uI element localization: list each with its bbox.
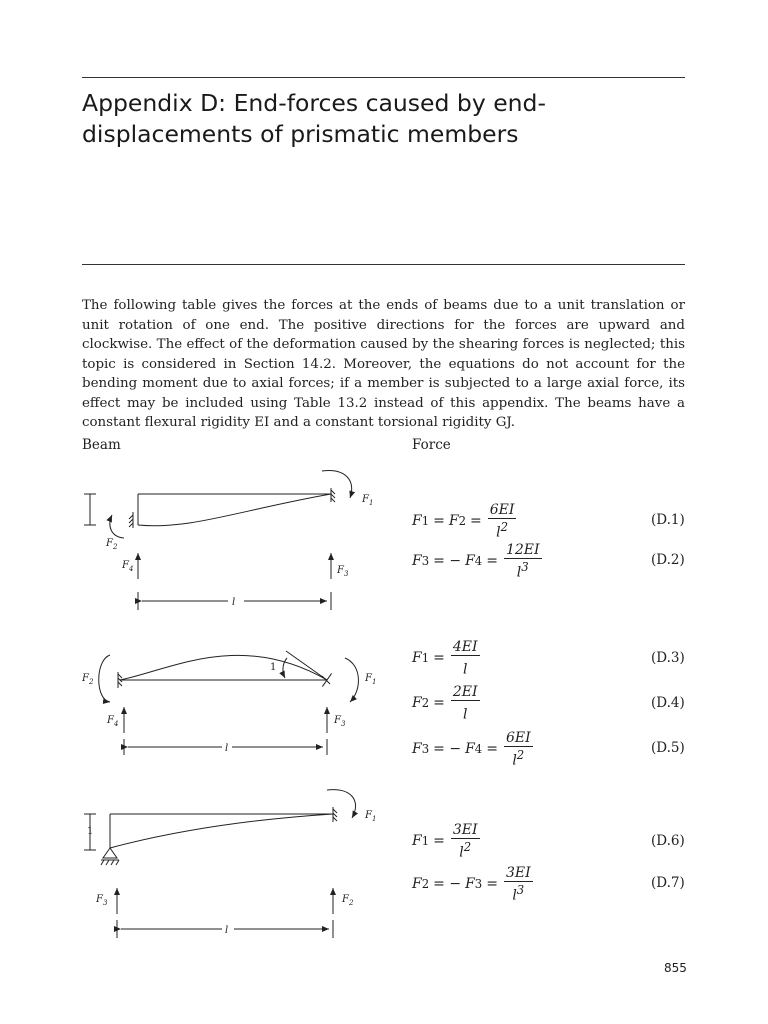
pin-support bbox=[101, 848, 119, 865]
svg-text:1: 1 bbox=[87, 826, 94, 837]
deflected-beam bbox=[138, 494, 331, 526]
svg-text:4: 4 bbox=[129, 565, 134, 573]
svg-text:2: 2 bbox=[349, 899, 354, 907]
svg-text:2: 2 bbox=[113, 543, 118, 551]
svg-text:F: F bbox=[365, 810, 372, 821]
equation-d7: F 2 = − F 3 = $\frac{3EI}{l^3}$ bbox=[412, 864, 531, 904]
moment-arrow-f2 bbox=[110, 515, 124, 538]
svg-text:1: 1 bbox=[372, 815, 377, 823]
equation-number-d2: (D.2) bbox=[651, 552, 685, 568]
svg-text:F: F bbox=[122, 560, 129, 571]
svg-text:F: F bbox=[334, 715, 341, 726]
figure-labels bbox=[81, 494, 376, 936]
svg-text:l: l bbox=[225, 925, 229, 936]
svg-text:F: F bbox=[362, 494, 369, 505]
equation-d1: F 1 = F 2 = $\frac{6EI}{l^2}$ bbox=[412, 501, 515, 541]
svg-text:l: l bbox=[225, 743, 229, 754]
equation-d2: F 3 = − F 4 = $\frac{12EI}{l^3}$ bbox=[412, 541, 540, 581]
svg-text:F: F bbox=[96, 894, 103, 905]
svg-text:1: 1 bbox=[372, 678, 377, 686]
svg-text:3: 3 bbox=[344, 570, 349, 578]
column-head-force: Force bbox=[412, 437, 451, 453]
equation-number-d7: (D.7) bbox=[651, 875, 685, 891]
beam-figure-3 bbox=[84, 790, 356, 938]
svg-text:3: 3 bbox=[103, 899, 108, 907]
svg-text:F: F bbox=[107, 715, 114, 726]
svg-text:4: 4 bbox=[114, 720, 119, 728]
svg-text:2: 2 bbox=[89, 678, 94, 686]
column-head-beam: Beam bbox=[82, 437, 121, 453]
svg-text:1: 1 bbox=[270, 662, 277, 673]
equation-d3: F 1 = $\frac{4EI}{l}$ bbox=[412, 638, 478, 678]
chapter-title: Appendix D: End-forces caused by end- displacements of prismatic members bbox=[82, 89, 546, 148]
fixed-support-left bbox=[129, 512, 133, 528]
svg-text:F: F bbox=[82, 673, 89, 684]
beam-figure-1 bbox=[84, 471, 352, 610]
svg-text:1: 1 bbox=[369, 499, 374, 507]
svg-text:l: l bbox=[232, 597, 236, 608]
fixed-support-right bbox=[333, 807, 337, 822]
svg-text:F: F bbox=[106, 538, 113, 549]
page-number: 855 bbox=[664, 961, 687, 975]
fixed-support-right bbox=[331, 488, 335, 502]
svg-text:F: F bbox=[337, 565, 344, 576]
equation-d6: F 1 = $\frac{3EI}{l^2}$ bbox=[412, 821, 478, 861]
equation-d5: F 3 = − F 4 = $\frac{6EI}{l^2}$ bbox=[412, 729, 531, 769]
equation-d4: F 2 = $\frac{2EI}{l}$ bbox=[412, 683, 478, 723]
moment-arrow-f1 bbox=[345, 658, 358, 702]
deflected-beam bbox=[120, 655, 327, 680]
unit-rotation-arrow bbox=[283, 658, 287, 678]
equation-number-d1: (D.1) bbox=[651, 512, 685, 528]
svg-text:F: F bbox=[365, 673, 372, 684]
moment-arrow-f2 bbox=[99, 655, 110, 702]
equation-number-d6: (D.6) bbox=[651, 833, 685, 849]
rotated-tangent bbox=[286, 651, 327, 680]
svg-text:F: F bbox=[342, 894, 349, 905]
equation-number-d4: (D.4) bbox=[651, 695, 685, 711]
deflected-beam bbox=[110, 814, 333, 848]
equation-number-d5: (D.5) bbox=[651, 740, 685, 756]
intro-paragraph: The following table gives the forces at the ends of beams due to a unit translation or unit rotation of one end. The positive directions for the forces are upward and clockwise. The effect of the deformation caused by the shearing forces is neglected; this topic is considered in Section 14.2. Moreover, the equations do not account for the bending moment due to axial forces; if a member is subjected to a large axial force, its effect may be included using Table 13.2 instead of this appendix. The beams have a constant flexural rigidity EI and a constant torsional rigidity GJ. bbox=[82, 298, 685, 430]
beam-figure-2 bbox=[99, 651, 359, 755]
svg-text:3: 3 bbox=[341, 720, 346, 728]
equation-number-d3: (D.3) bbox=[651, 650, 685, 666]
